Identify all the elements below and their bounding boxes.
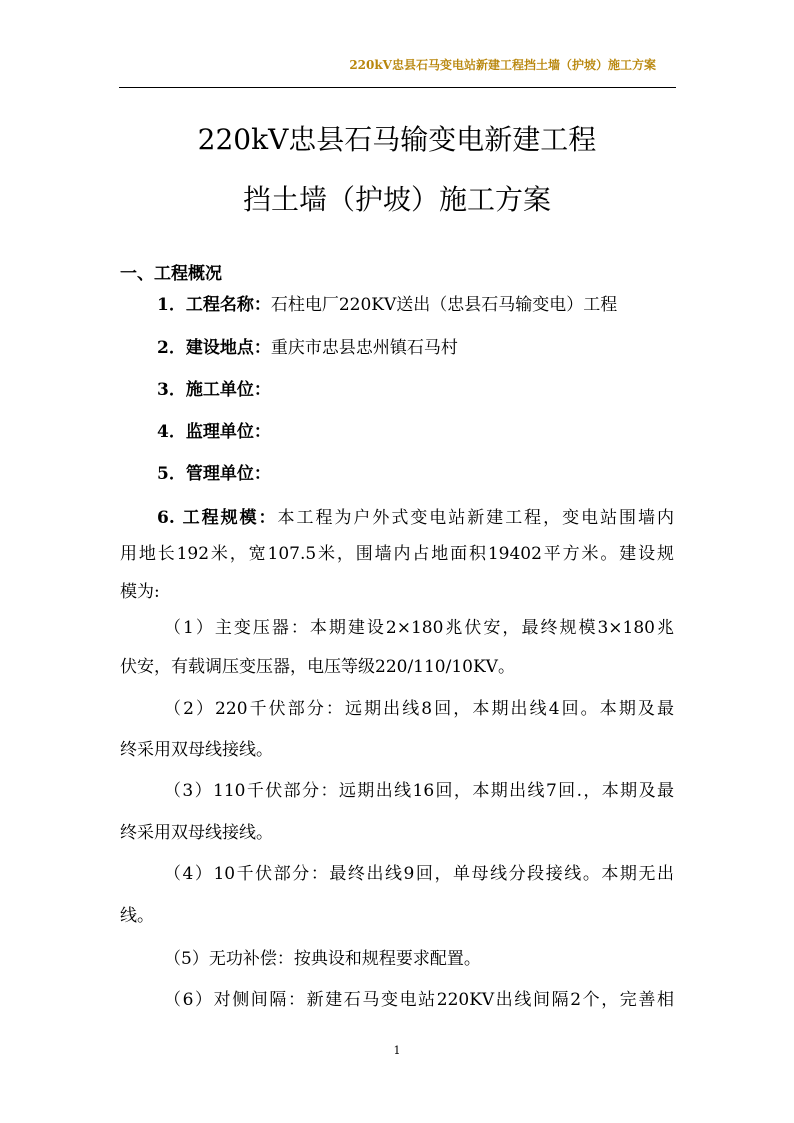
item-label: 5．管理单位：: [157, 464, 271, 484]
subitem-3-line-1: （3）110千伏部分：远期出线16回，本期出线7回.，本期及最: [164, 781, 674, 801]
item-supervisor: [157, 421, 271, 443]
subitem-1-line-2: 伏安，有载调压变压器，电压等级220/110/10KV。: [120, 657, 515, 677]
item-contractor: [157, 379, 271, 401]
item-label: 4．监理单位：: [157, 422, 271, 442]
item-location: [157, 337, 458, 359]
item-project-name: [157, 294, 617, 316]
scale-paragraph-line-2: 用地长192米，宽107.5米，围墙内占地面积19402平方米。建设规: [120, 544, 674, 564]
item-value: 重庆市忠县忠州镇石马村: [270, 338, 458, 358]
item-label: 2．建设地点：: [157, 338, 271, 358]
item-manager: [157, 463, 271, 485]
scale-label: 6. 工程规模：: [157, 508, 278, 528]
subitem-6-line-1: （6）对侧间隔：新建石马变电站220KV出线间隔2个，完善相: [164, 990, 674, 1010]
document-title-line-2: 挡土墙（护坡）施工方案: [242, 183, 551, 216]
document-title-line-1: 220kV忠县石马输变电新建工程: [197, 123, 597, 156]
section-heading: 一、工程概况: [120, 264, 222, 284]
subitem-5-line-1: （5）无功补偿：按典设和规程要求配置。: [164, 949, 481, 969]
subitem-1-line-1: （1）主变压器：本期建设2×180兆伏安，最终规模3×180兆: [164, 618, 674, 638]
running-header: 220kV忠县石马变电站新建工程挡土墙（护坡）施工方案: [349, 58, 656, 72]
item-label: 1．工程名称：: [157, 295, 271, 315]
page-number: 1: [393, 1044, 401, 1057]
header-rule: [119, 87, 676, 88]
subitem-4-line-1: （4）10千伏部分：最终出线9回，单母线分段接线。本期无出: [164, 864, 674, 884]
item-label: 3．施工单位：: [157, 380, 271, 400]
scale-text: 本工程为户外式变电站新建工程，变电站围墙内: [277, 508, 674, 528]
item-value: 石柱电厂220KV送出（忠县石马输变电）工程: [270, 295, 618, 315]
scale-paragraph-line-1: [157, 507, 674, 529]
subitem-2-line-1: （2）220千伏部分：远期出线8回，本期出线4回。本期及最: [164, 699, 674, 719]
subitem-4-line-2: 线。: [120, 906, 154, 926]
subitem-2-line-2: 终采用双母线接线。: [120, 740, 273, 760]
subitem-3-line-2: 终采用双母线接线。: [120, 823, 273, 843]
scale-paragraph-line-3: 模为:: [120, 582, 160, 602]
